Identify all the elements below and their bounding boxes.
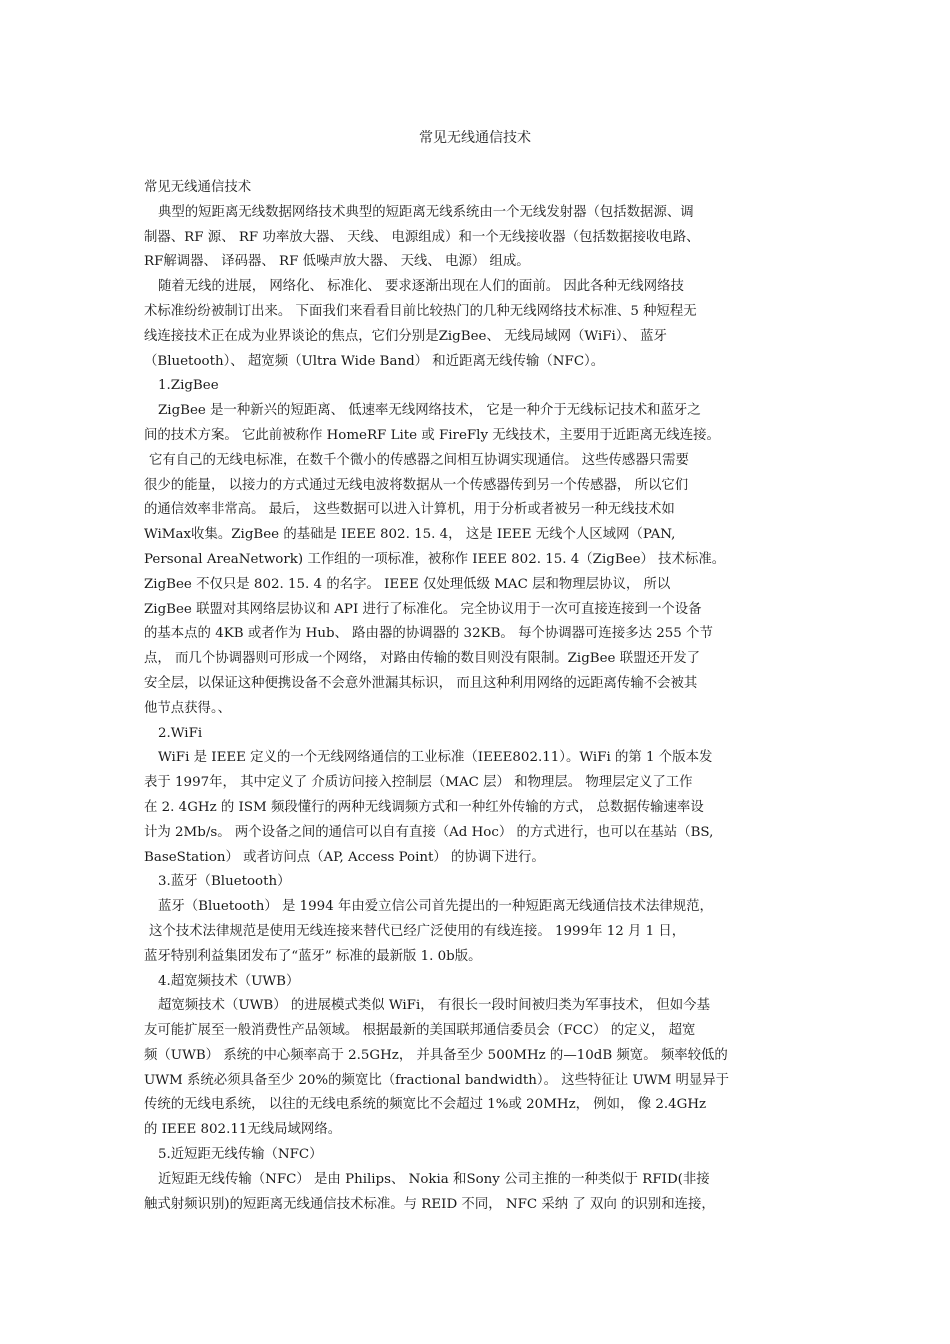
paragraph-line: 术标准纷纷被制订出来。 下面我们来看看目前比较热门的几种无线网络技术标准、5 种短程无 — [144, 303, 697, 319]
paragraph-line: 触式射频识别)的短距离无线通信技术标准。与 REID 不同， NFC 采纳 了 双向 的识别和连接， — [144, 1196, 715, 1212]
paragraph-line: 超宽频技术（UWB） 的进展模式类似 WiFi， 有很长一段时间被归类为军事技术， 但如今基 — [158, 998, 710, 1014]
paragraph-line: 安全层，以保证这种便携设备不会意外泄漏其标识， 而且这种利用网络的远距离传输不会被其 — [144, 675, 698, 691]
paragraph-line: WiFi 是 IEEE 定义的一个无线网络通信的工业标准（IEEE802.11）。WiFi 的第 1 个版本发 — [158, 750, 713, 766]
paragraph-line: 蓝牙（Bluetooth） 是 1994 年由爱立信公司首先提出的一种短距离无线通信技术法律规范， — [158, 899, 713, 915]
section-heading: 常见无线通信技术 — [144, 180, 252, 195]
paragraph-line: 他节点获得。、 — [144, 700, 232, 716]
section-heading: 4.超宽频技术（UWB） — [158, 973, 300, 989]
paragraph-line: 很少的能量， 以接力的方式通过无线电波将数据从一个传感器传到另一个传感器， 所以它们 — [144, 477, 689, 493]
paragraph-line: UWM 系统必须具备至少 20%的频宽比（fractional bandwidth）。 这些特征让 UWM 明显异于 — [144, 1072, 730, 1088]
paragraph-line: 表于 1997年， 其中定义了 介质访问接入控制层（MAC 层） 和物理层。 物理层定义了工作 — [144, 775, 693, 791]
paragraph-line: 线连接技术正在成为业界谈论的焦点，它们分别是ZigBee、 无线局域网（WiFi）、 蓝牙 — [144, 328, 667, 344]
paragraph-line: 间的技术方案。 它此前被称作 HomeRF Lite 或 FireFly 无线技术，主要用于近距离无线连接。 — [144, 427, 720, 443]
document-body — [144, 176, 814, 1217]
paragraph-line: 计为 2Mb/s。 两个设备之间的通信可以自有直接（Ad Hoc） 的方式进行，也可以在基站（BS, — [144, 824, 714, 840]
paragraph-line: 蓝牙特别利益集团发布了“蓝牙” 标准的最新版 1. 0b版。 — [144, 948, 482, 964]
paragraph-line: 典型的短距离无线数据网络技术典型的短距离无线系统由一个无线发射器（包括数据源、调 — [158, 204, 694, 220]
paragraph-line: 频（UWB） 系统的中心频率高于 2.5GHz， 并具备至少 500MHz 的—10dB 频宽。 频率较低的 — [144, 1047, 728, 1063]
paragraph-line: Personal AreaNetwork) 工作组的一项标准，被称作 IEEE 802. 15. 4（ZigBee） 技术标准。 — [144, 551, 726, 567]
paragraph-line: 近短距无线传输（NFC） 是由 Philips、 Nokia 和Sony 公司主推的一种类似于 RFID(非接 — [158, 1171, 710, 1187]
paragraph-line: （Bluetooth）、 超宽频（Ultra Wide Band） 和近距离无线传输（NFC）。 — [144, 353, 605, 369]
paragraph-line: 的基本点的 4KB 或者作为 Hub、 路由器的协调器的 32KB。 每个协调器可连接多达 255 个节 — [144, 626, 713, 642]
section-heading: 3.蓝牙（Bluetooth） — [158, 874, 291, 890]
paragraph-line: 友可能扩展至一般消费性产品领域。 根据最新的美国联邦通信委员会（FCC） 的定义， 超宽 — [144, 1023, 696, 1039]
paragraph-line: 随着无线的进展， 网络化、 标准化、 要求逐渐出现在人们的面前。 因此各种无线网络技 — [158, 279, 684, 295]
paragraph-line: 制器、RF 源、 RF 功率放大器、 天线、 电源组成）和一个无线接收器（包括数据接收电路、 — [144, 229, 700, 245]
paragraph-line: 它有自己的无线电标准，在数千个微小的传感器之间相互协调实现通信。 这些传感器只需要 — [149, 452, 689, 468]
paragraph-line: 传统的无线电系统， 以往的无线电系统的频宽比不会超过 1%或 20MHz， 例如， 像 2.4GHz — [144, 1097, 707, 1113]
section-heading: 1.ZigBee — [158, 378, 219, 394]
paragraph-line: ZigBee 联盟对其网络层协议和 API 进行了标准化。 完全协议用于一次可直接连接到一个设备 — [144, 601, 702, 617]
paragraph-line: WiMax收集。ZigBee 的基础是 IEEE 802. 15. 4， 这是 IEEE 无线个人区域网（PAN, — [144, 527, 676, 543]
paragraph-line: 的通信效率非常高。 最后， 这些数据可以进入计算机，用于分析或者被另一种无线技术如 — [144, 502, 675, 518]
paragraph-line: 点， 而几个协调器则可形成一个网络， 对路由传输的数目则没有限制。ZigBee 联盟还开发了 — [144, 651, 701, 667]
page-title: 常见无线通信技术 — [419, 130, 531, 146]
paragraph-line: RF解调器、 译码器、 RF 低噪声放大器、 天线、 电源） 组成。 — [144, 254, 530, 270]
section-heading: 5.近短距无线传输（NFC） — [158, 1147, 323, 1163]
paragraph-line: 的 IEEE 802.11无线局域网络。 — [144, 1122, 342, 1138]
section-heading: 2.WiFi — [158, 725, 203, 741]
paragraph-line: BaseStation） 或者访问点（AP, Access Point） 的协调下进行。 — [144, 849, 545, 865]
paragraph-line: 在 2. 4GHz 的 ISM 频段懂行的两种无线调频方式和一种红外传输的方式， 总数据传输速率设 — [144, 799, 704, 815]
paragraph-line: ZigBee 不仅只是 802. 15. 4 的名字。 IEEE 仅处理低级 MAC 层和物理层协议， 所以 — [144, 576, 671, 592]
paragraph-line: 这个技术法律规范是使用无线连接来替代已经广泛使用的有线连接。 1999年 12 月 1 日， — [149, 923, 686, 939]
paragraph-line: ZigBee 是一种新兴的短距离、 低速率无线网络技术， 它是一种介于无线标记技术和蓝牙之 — [158, 403, 701, 419]
